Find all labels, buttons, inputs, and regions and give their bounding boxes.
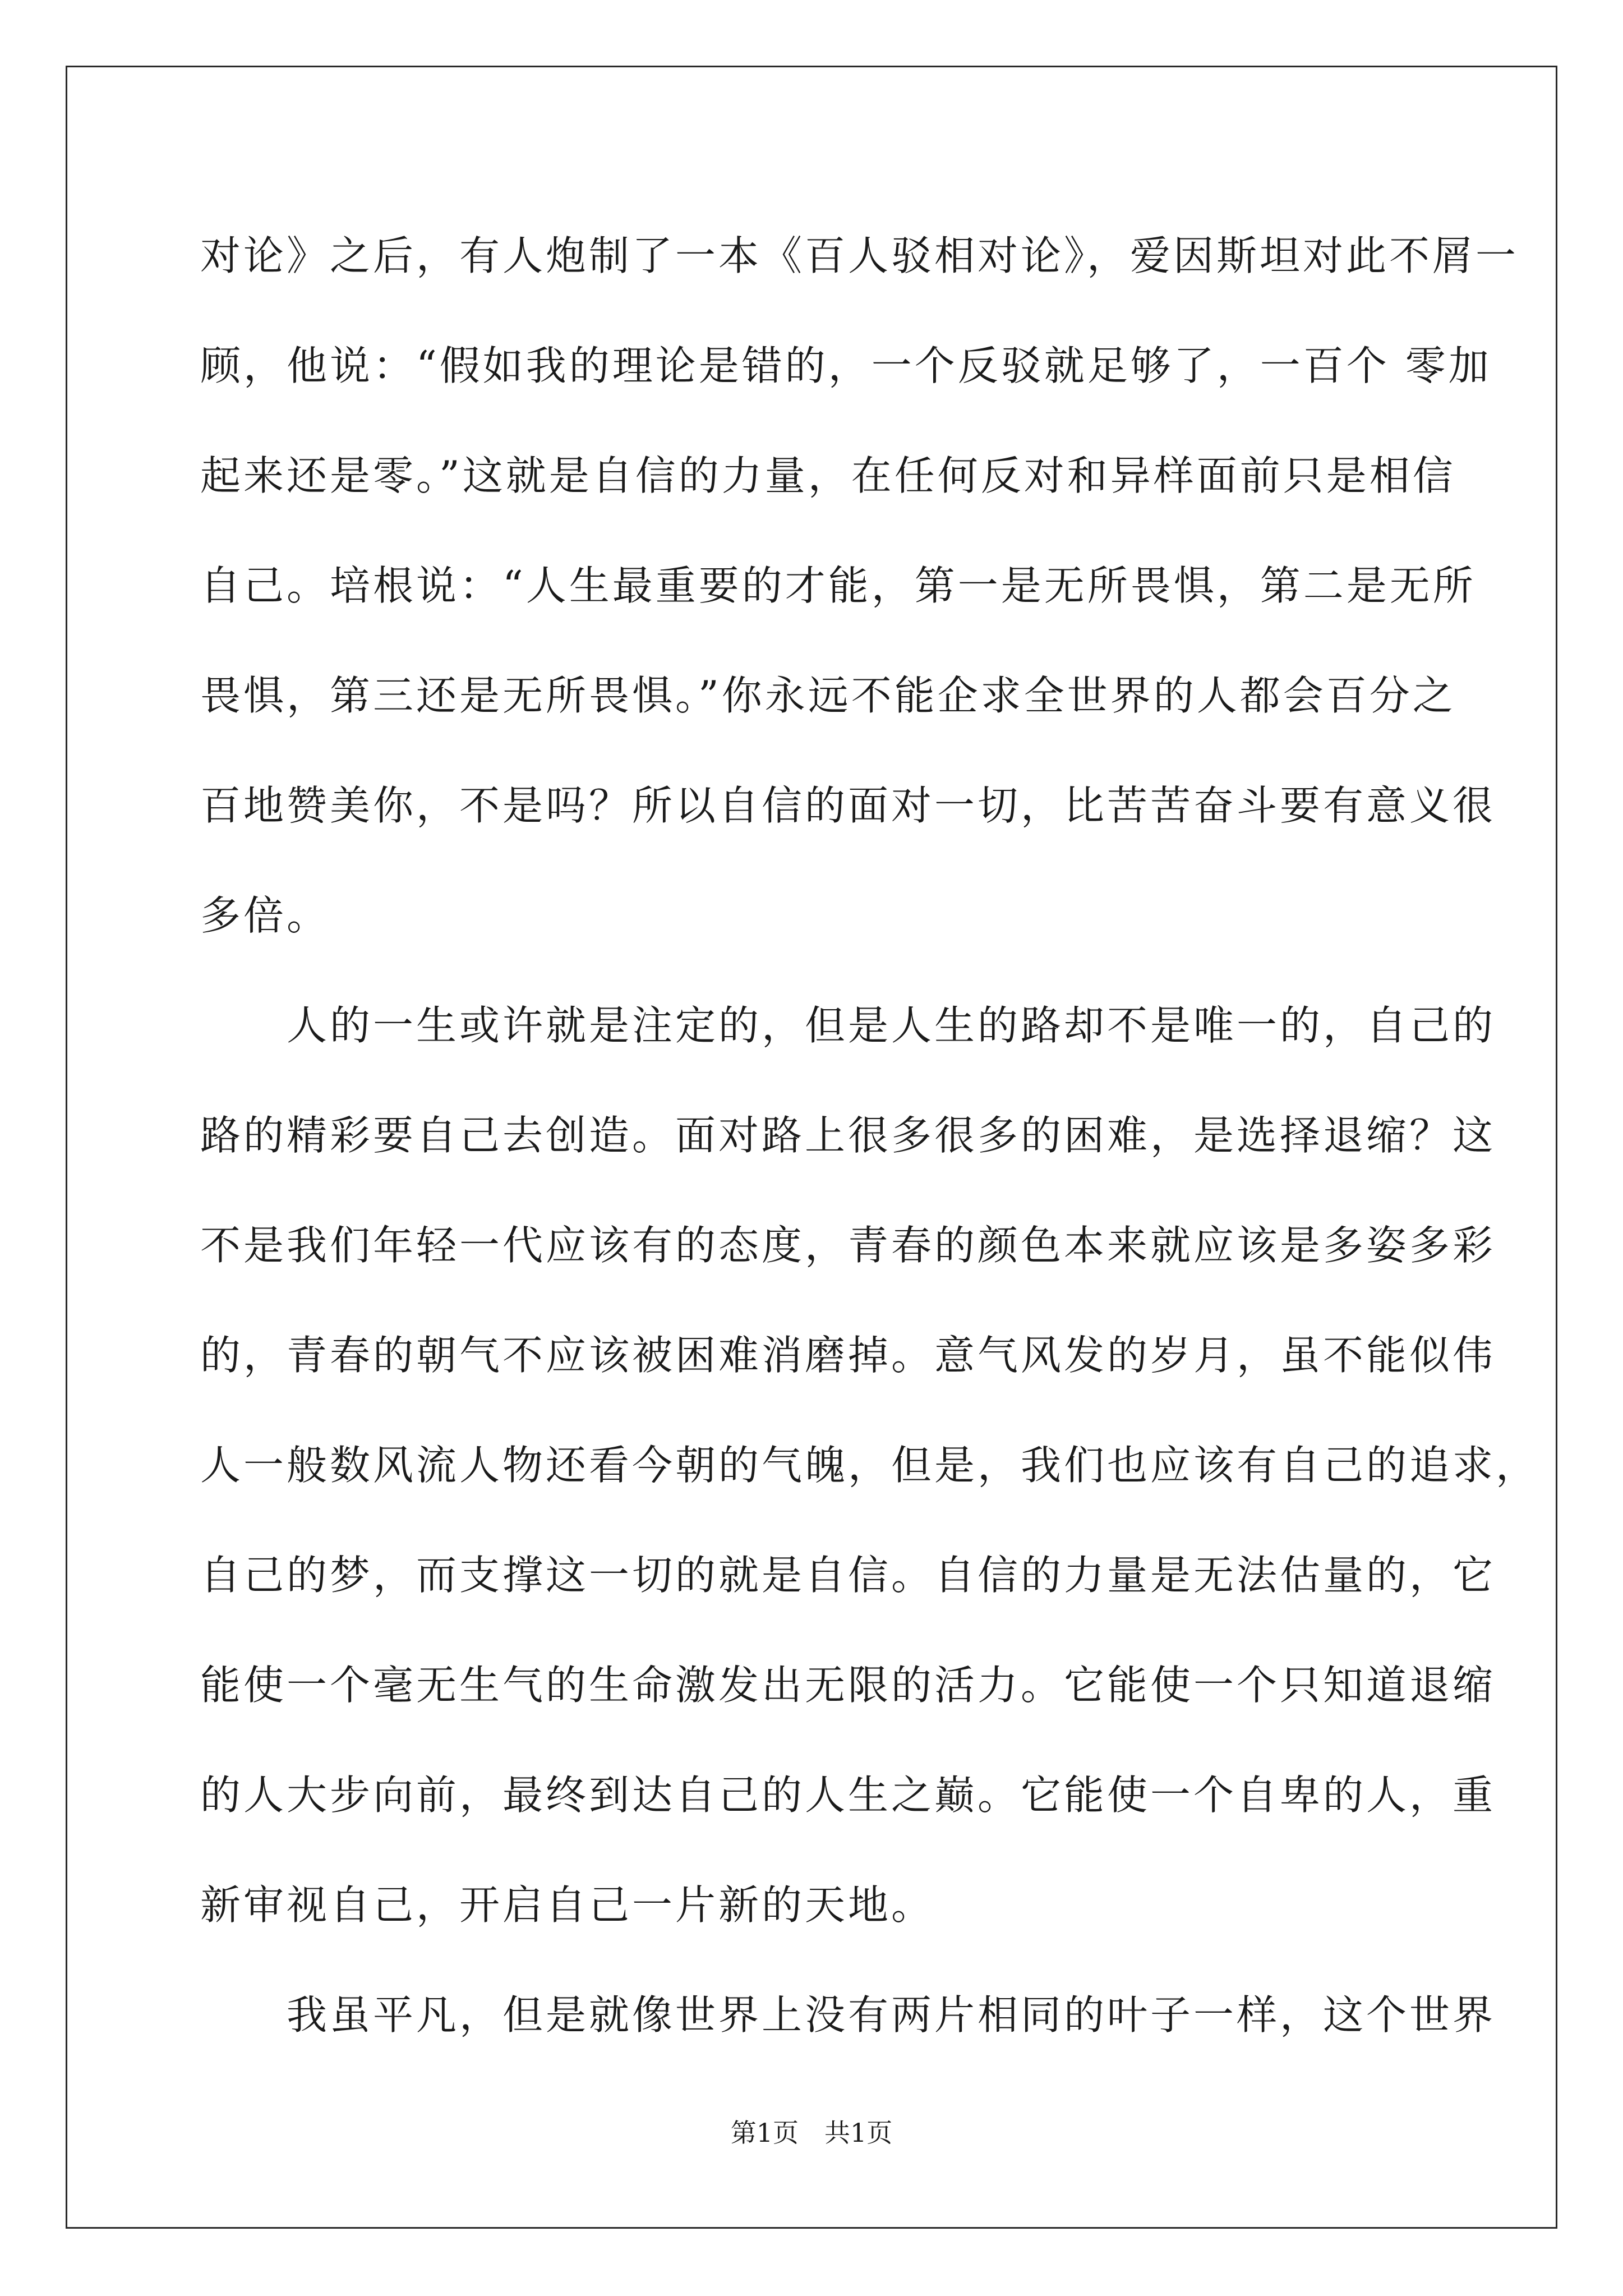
text-line: 新审视自己，开启自己一片新的天地。 [200,1881,935,1929]
text-line: 畏惧，第三还是无所畏惧。”你永远不能企求全世界的人都会百分之 [200,672,1456,719]
text-line: 自己。培根说：“人生最重要的才能，第一是无所畏惧，第二是无所 [200,562,1476,609]
text-line: 的，青春的朝气不应该被困难消磨掉。意气风发的岁月，虽不能似伟 [200,1332,1496,1379]
text-line: 百地赞美你，不是吗？所以自信的面对一切，比苦苦奋斗要有意义很 [200,782,1496,829]
text-line: 我虽平凡，但是就像世界上没有两片相同的叶子一样，这个世界 [200,1991,1496,2039]
text-line: 路的精彩要自己去创造。面对路上很多很多的困难，是选择退缩？这 [200,1112,1496,1159]
text-line: 多倍。 [200,892,330,939]
text-line: 不是我们年轻一代应该有的态度，青春的颜色本来就应该是多姿多彩 [200,1222,1496,1269]
text-line: 顾，他说：“假如我的理论是错的，一个反驳就足够了，一百个 零加 [200,342,1492,389]
document-body [200,222,1539,2091]
text-line: 人的一生或许就是注定的，但是人生的路却不是唯一的，自己的 [200,1002,1496,1049]
text-line: 人一般数风流人物还看今朝的气魄，但是，我们也应该有自己的追求， [200,1442,1539,1489]
text-line: 能使一个毫无生气的生命激发出无限的活力。它能使一个只知道退缩 [200,1662,1496,1709]
text-line: 对论》之后，有人炮制了一本《百人驳相对论》，爱因斯坦对此不屑一 [200,232,1519,279]
text-line: 自己的梦，而支撑这一切的就是自信。自信的力量是无法估量的，它 [200,1552,1496,1599]
text-line: 起来还是零。”这就是自信的力量，在任何反对和异样面前只是相信 [200,452,1456,499]
text-line: 的人大步向前，最终到达自己的人生之巅。它能使一个自卑的人，重 [200,1772,1496,1819]
page-number-footer: 第1页 共1页 [730,2118,893,2148]
